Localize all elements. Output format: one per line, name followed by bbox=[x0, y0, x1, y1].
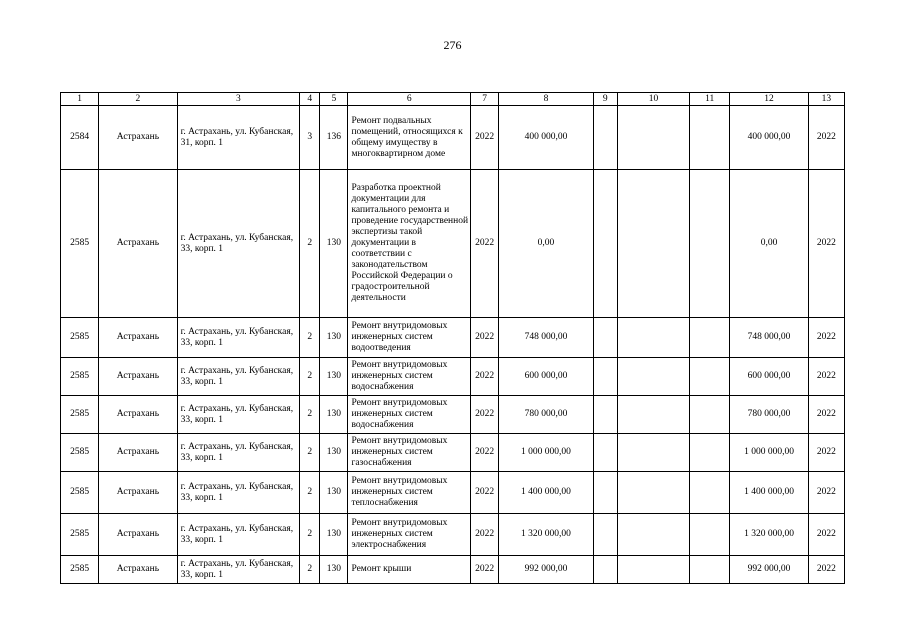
work-type-cell: Ремонт крыши bbox=[348, 556, 471, 584]
year-cell: 2022 bbox=[471, 434, 499, 472]
row-number-cell: 2585 bbox=[61, 472, 99, 514]
work-type-cell: Ремонт внутридомовых инженерных систем водоотведения bbox=[348, 318, 471, 358]
col4-cell: 2 bbox=[300, 170, 320, 318]
col5-cell: 130 bbox=[320, 318, 348, 358]
column-header: 13 bbox=[808, 93, 844, 106]
row-number-cell: 2585 bbox=[61, 170, 99, 318]
end-year-cell: 2022 bbox=[808, 318, 844, 358]
col5-cell: 130 bbox=[320, 434, 348, 472]
total-cost-cell: 400 000,00 bbox=[499, 106, 593, 170]
table-row bbox=[61, 358, 845, 396]
end-year-cell: 2022 bbox=[808, 556, 844, 584]
table-row bbox=[61, 170, 845, 318]
col5-cell: 130 bbox=[320, 396, 348, 434]
row-number-cell: 2585 bbox=[61, 318, 99, 358]
address-cell: г. Астрахань, ул. Кубанская, 33, корп. 1 bbox=[177, 514, 300, 556]
year-cell: 2022 bbox=[471, 514, 499, 556]
total-cost-cell: 600 000,00 bbox=[499, 358, 593, 396]
table-row bbox=[61, 472, 845, 514]
end-year-cell: 2022 bbox=[808, 396, 844, 434]
column-header: 2 bbox=[99, 93, 177, 106]
row-number-cell: 2585 bbox=[61, 514, 99, 556]
address-cell: г. Астрахань, ул. Кубанская, 33, корп. 1 bbox=[177, 318, 300, 358]
year-cell: 2022 bbox=[471, 396, 499, 434]
page-number: 276 bbox=[443, 38, 462, 52]
work-type-cell: Ремонт внутридомовых инженерных систем газоснабжения bbox=[348, 434, 471, 472]
col10-cell bbox=[617, 358, 689, 396]
end-year-cell: 2022 bbox=[808, 434, 844, 472]
col10-cell bbox=[617, 472, 689, 514]
col5-cell: 130 bbox=[320, 358, 348, 396]
total-cost-cell: 1 000 000,00 bbox=[499, 434, 593, 472]
municipality-cell: Астрахань bbox=[99, 472, 177, 514]
total-cost-cell: 0,00 bbox=[499, 170, 593, 318]
col10-cell bbox=[617, 514, 689, 556]
col4-cell: 2 bbox=[300, 358, 320, 396]
address-cell: г. Астрахань, ул. Кубанская, 33, корп. 1 bbox=[177, 472, 300, 514]
col12-cost-cell: 992 000,00 bbox=[730, 556, 808, 584]
year-cell: 2022 bbox=[471, 106, 499, 170]
column-header: 3 bbox=[177, 93, 300, 106]
col9-cell bbox=[593, 106, 617, 170]
col11-cell bbox=[690, 318, 730, 358]
table-row bbox=[61, 556, 845, 584]
end-year-cell: 2022 bbox=[808, 106, 844, 170]
col5-cell: 136 bbox=[320, 106, 348, 170]
col11-cell bbox=[690, 434, 730, 472]
column-header: 11 bbox=[690, 93, 730, 106]
col11-cell bbox=[690, 358, 730, 396]
col11-cell bbox=[690, 170, 730, 318]
col9-cell bbox=[593, 318, 617, 358]
col12-cost-cell: 1 400 000,00 bbox=[730, 472, 808, 514]
column-header: 4 bbox=[300, 93, 320, 106]
municipality-cell: Астрахань bbox=[99, 434, 177, 472]
table-row bbox=[61, 396, 845, 434]
col9-cell bbox=[593, 514, 617, 556]
year-cell: 2022 bbox=[471, 318, 499, 358]
municipality-cell: Астрахань bbox=[99, 396, 177, 434]
column-header: 9 bbox=[593, 93, 617, 106]
row-number-cell: 2585 bbox=[61, 358, 99, 396]
col9-cell bbox=[593, 556, 617, 584]
end-year-cell: 2022 bbox=[808, 472, 844, 514]
municipality-cell: Астрахань bbox=[99, 106, 177, 170]
col9-cell bbox=[593, 358, 617, 396]
col4-cell: 2 bbox=[300, 396, 320, 434]
col9-cell bbox=[593, 396, 617, 434]
work-type-cell: Ремонт внутридомовых инженерных систем водоснабжения bbox=[348, 358, 471, 396]
col10-cell bbox=[617, 106, 689, 170]
col12-cost-cell: 600 000,00 bbox=[730, 358, 808, 396]
municipality-cell: Астрахань bbox=[99, 170, 177, 318]
column-header: 10 bbox=[617, 93, 689, 106]
row-number-cell: 2585 bbox=[61, 556, 99, 584]
column-header: 8 bbox=[499, 93, 593, 106]
col12-cost-cell: 780 000,00 bbox=[730, 396, 808, 434]
column-header: 7 bbox=[471, 93, 499, 106]
total-cost-cell: 1 320 000,00 bbox=[499, 514, 593, 556]
year-cell: 2022 bbox=[471, 170, 499, 318]
col5-cell: 130 bbox=[320, 556, 348, 584]
municipality-cell: Астрахань bbox=[99, 358, 177, 396]
col10-cell bbox=[617, 396, 689, 434]
address-cell: г. Астрахань, ул. Кубанская, 31, корп. 1 bbox=[177, 106, 300, 170]
col10-cell bbox=[617, 556, 689, 584]
address-cell: г. Астрахань, ул. Кубанская, 33, корп. 1 bbox=[177, 396, 300, 434]
end-year-cell: 2022 bbox=[808, 170, 844, 318]
table-header-row bbox=[61, 93, 845, 106]
col5-cell: 130 bbox=[320, 514, 348, 556]
row-number-cell: 2584 bbox=[61, 106, 99, 170]
col4-cell: 2 bbox=[300, 514, 320, 556]
col12-cost-cell: 1 320 000,00 bbox=[730, 514, 808, 556]
column-header: 1 bbox=[61, 93, 99, 106]
work-type-cell: Ремонт внутридомовых инженерных систем электроснабжения bbox=[348, 514, 471, 556]
year-cell: 2022 bbox=[471, 358, 499, 396]
col11-cell bbox=[690, 472, 730, 514]
total-cost-cell: 780 000,00 bbox=[499, 396, 593, 434]
col12-cost-cell: 400 000,00 bbox=[730, 106, 808, 170]
col9-cell bbox=[593, 170, 617, 318]
municipality-cell: Астрахань bbox=[99, 514, 177, 556]
table-row bbox=[61, 514, 845, 556]
col4-cell: 2 bbox=[300, 472, 320, 514]
col4-cell: 2 bbox=[300, 318, 320, 358]
col10-cell bbox=[617, 318, 689, 358]
col9-cell bbox=[593, 434, 617, 472]
row-number-cell: 2585 bbox=[61, 396, 99, 434]
col5-cell: 130 bbox=[320, 170, 348, 318]
table-row bbox=[61, 106, 845, 170]
column-header: 12 bbox=[730, 93, 808, 106]
col4-cell: 3 bbox=[300, 106, 320, 170]
column-header: 5 bbox=[320, 93, 348, 106]
address-cell: г. Астрахань, ул. Кубанская, 33, корп. 1 bbox=[177, 434, 300, 472]
end-year-cell: 2022 bbox=[808, 514, 844, 556]
row-number-cell: 2585 bbox=[61, 434, 99, 472]
col4-cell: 2 bbox=[300, 556, 320, 584]
col11-cell bbox=[690, 396, 730, 434]
table-row bbox=[61, 318, 845, 358]
col12-cost-cell: 1 000 000,00 bbox=[730, 434, 808, 472]
col5-cell: 130 bbox=[320, 472, 348, 514]
col10-cell bbox=[617, 434, 689, 472]
column-header: 6 bbox=[348, 93, 471, 106]
year-cell: 2022 bbox=[471, 556, 499, 584]
municipality-cell: Астрахань bbox=[99, 556, 177, 584]
col11-cell bbox=[690, 514, 730, 556]
municipality-cell: Астрахань bbox=[99, 318, 177, 358]
table-row bbox=[61, 434, 845, 472]
work-type-cell: Ремонт внутридомовых инженерных систем водоснабжения bbox=[348, 396, 471, 434]
work-type-cell: Разработка проектной документации для капитального ремонта и проведение государственной экспертизы такой документации в соответствии с законодательством Российской Федерации о градостроительной деятельности bbox=[348, 170, 471, 318]
work-type-cell: Ремонт подвальных помещений, относящихся к общему имуществу в многоквартирном доме bbox=[348, 106, 471, 170]
col12-cost-cell: 0,00 bbox=[730, 170, 808, 318]
col12-cost-cell: 748 000,00 bbox=[730, 318, 808, 358]
year-cell: 2022 bbox=[471, 472, 499, 514]
col4-cell: 2 bbox=[300, 434, 320, 472]
col11-cell bbox=[690, 106, 730, 170]
total-cost-cell: 1 400 000,00 bbox=[499, 472, 593, 514]
end-year-cell: 2022 bbox=[808, 358, 844, 396]
address-cell: г. Астрахань, ул. Кубанская, 33, корп. 1 bbox=[177, 556, 300, 584]
address-cell: г. Астрахань, ул. Кубанская, 33, корп. 1 bbox=[177, 170, 300, 318]
total-cost-cell: 992 000,00 bbox=[499, 556, 593, 584]
col10-cell bbox=[617, 170, 689, 318]
col11-cell bbox=[690, 556, 730, 584]
work-type-cell: Ремонт внутридомовых инженерных систем теплоснабжения bbox=[348, 472, 471, 514]
total-cost-cell: 748 000,00 bbox=[499, 318, 593, 358]
col9-cell bbox=[593, 472, 617, 514]
registry-table bbox=[60, 92, 845, 584]
address-cell: г. Астрахань, ул. Кубанская, 33, корп. 1 bbox=[177, 358, 300, 396]
